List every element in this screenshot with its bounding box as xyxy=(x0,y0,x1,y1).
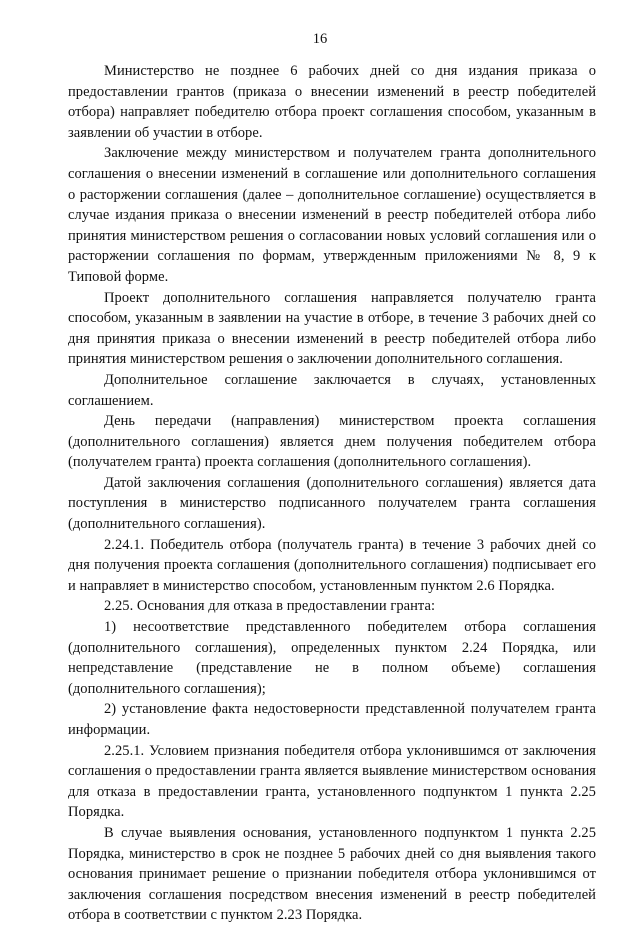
paragraph-additional-agreement-cases: Дополнительное соглашение заключается в случаях, установленных соглашением. xyxy=(68,371,596,409)
paragraph-additional-agreement-conclusion: Заключение между министерством и получателем гранта дополнительного соглашения о внесении изменений в соглашение или дополнительного соглашения о расторжении соглашения (далее – дополнительное соглашение) осуществляется в случае издания приказа о внесении изменений в реестр победителей отбора либо принятия министерством решения о согласовании новых условий соглашения или о расторжении соглашения по формам, утвержденным приложениями № 8, 9 к Типовой форме. xyxy=(68,145,596,285)
document-body xyxy=(68,61,596,926)
paragraph-refusal-reason-2: 2) установление факта недостоверности представленной получателем гранта информации. xyxy=(68,701,596,738)
paragraph-clause-2-25-1: 2.25.1. Условием признания победителя отбора уклонившимся от заключения соглашения о предоставлении гранта является выявление министерством основания для отказа в предоставлении гранта, установленного подпунктом 1 пункта 2.25 Порядка. xyxy=(68,742,596,821)
paragraph-clause-2-25: 2.25. Основания для отказа в предоставлении гранта: xyxy=(104,598,436,615)
paragraph-additional-agreement-draft: Проект дополнительного соглашения направляется получателю гранта способом, указанным в заявлении на участие в отборе, в течение 3 рабочих дней со дня принятия приказа о внесении изменений в реестр победителей отбора либо принятия министерством решения о заключении дополнительного соглашения. xyxy=(68,289,596,368)
paragraph-refusal-reason-1: 1) несоответствие представленного победителем отбора соглашения (дополнительного соглашения), определенных пунктом 2.24 Порядка, или непредставление (представление не в полном объеме) соглашения (дополнительного соглашения); xyxy=(68,619,596,697)
paragraph-transfer-day: День передачи (направления) министерством проекта соглашения (дополнительного соглашения) является днем получения победителем отбора (получателем гранта) проекта соглашения (дополнительного соглашения). xyxy=(68,413,596,471)
paragraph-agreement-dispatch: Министерство не позднее 6 рабочих дней со дня издания приказа о предоставлении грантов (приказа о внесении изменений в реестр победителей отбора) направляет победителю отбора проект соглашения способом, указанным в заявлении об участии в отборе. xyxy=(68,63,596,141)
page-number: 16 xyxy=(312,31,328,47)
paragraph-clause-2-24-1: 2.24.1. Победитель отбора (получатель гранта) в течение 3 рабочих дней со дня получения проекта соглашения (дополнительного соглашения) подписывает его и направляет в министерство способом, установленным пунктом 2.6 Порядка. xyxy=(68,536,596,594)
paragraph-evasion-decision: В случае выявления основания, установленного подпунктом 1 пункта 2.25 Порядка, министерство в срок не позднее 5 рабочих дней со дня выявления такого основания принимает решение о признании победителя отбора уклонившимся от заключения соглашения посредством внесения изменений в реестр победителей отбора в соответствии с пунктом 2.23 Порядка. xyxy=(68,824,596,924)
paragraph-conclusion-date: Датой заключения соглашения (дополнительного соглашения) является дата поступления в министерство подписанного получателем гранта соглашения (дополнительного соглашения). xyxy=(68,474,596,533)
